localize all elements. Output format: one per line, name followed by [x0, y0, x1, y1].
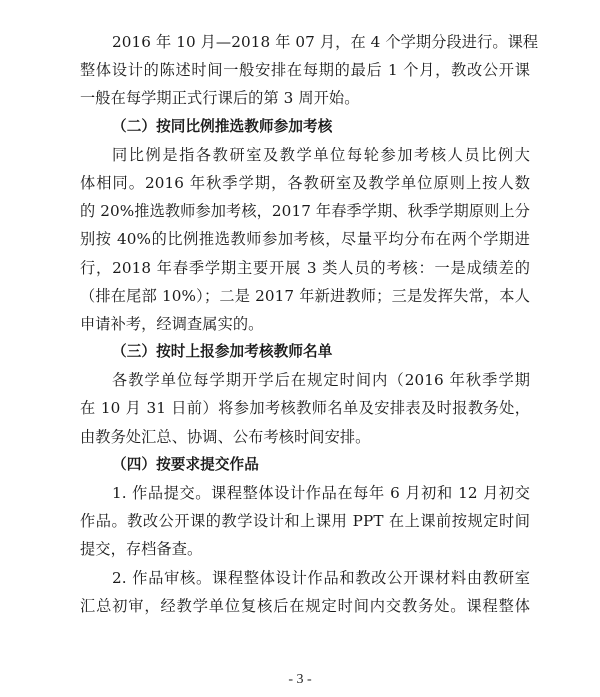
paragraph-line: 2016 年 10 月—2018 年 07 月，在 4 个学期分段进行。课程	[112, 33, 539, 51]
paragraph-line: 别按 40%的比例推选教师参加考核，尽量平均分布在两个学期进	[80, 230, 530, 249]
paragraph-line: （排在尾部 10%）；二是 2017 年新进教师；三是发挥失常，本人	[80, 286, 530, 305]
paragraph-line: 申请补考，经调查属实的。	[80, 314, 264, 333]
paragraph-line: 作品。教改公开课的教学设计和上课用 PPT 在上课前按规定时间	[80, 512, 530, 531]
paragraph-line: 由教务处汇总、协调、公布考核时间安排。	[80, 427, 371, 446]
paragraph-line: 的 20%推选教师参加考核，2017 年春季学期、秋季学期原则上分	[80, 202, 530, 221]
page-number: - 3 -	[288, 672, 312, 687]
paragraph-line: 2. 作品审核。课程整体设计作品和教改公开课材料由教研室	[112, 568, 530, 587]
paragraph-line: 各教学单位每学期开学后在规定时间内（2016 年秋季学期	[112, 371, 530, 390]
paragraph-line: 汇总初审，经教学单位复核后在规定时间内交教务处。课程整体	[80, 596, 530, 615]
paragraph-line: 体相同。2016 年秋季学期，各教研室及教学单位原则上按人数	[80, 173, 530, 192]
section-heading: （四）按要求提交作品	[112, 455, 259, 473]
paragraph-line: 提交，存档备查。	[80, 540, 203, 559]
body-text	[80, 28, 539, 620]
section-heading: （二）按同比例推选教师参加考核	[112, 117, 333, 135]
section-heading: （三）按时上报参加考核教师名单	[112, 343, 333, 361]
paragraph-line: 同比例是指各教研室及教学单位每轮参加考核人员比例大	[112, 145, 530, 164]
paragraph-line: 在 10 月 31 日前）将参加考核教师名单及安排表及时报教务处，	[80, 399, 530, 418]
paragraph-line: 整体设计的陈述时间一般安排在每期的最后 1 个月，教改公开课	[80, 61, 530, 80]
paragraph-line: 1. 作品提交。课程整体设计作品在每年 6 月初和 12 月初交	[112, 484, 530, 502]
paragraph-line: 一般在每学期正式行课后的第 3 周开始。	[80, 89, 360, 108]
paragraph-line: 行，2018 年春季学期主要开展 3 类人员的考核：一是成绩差的	[80, 258, 530, 277]
